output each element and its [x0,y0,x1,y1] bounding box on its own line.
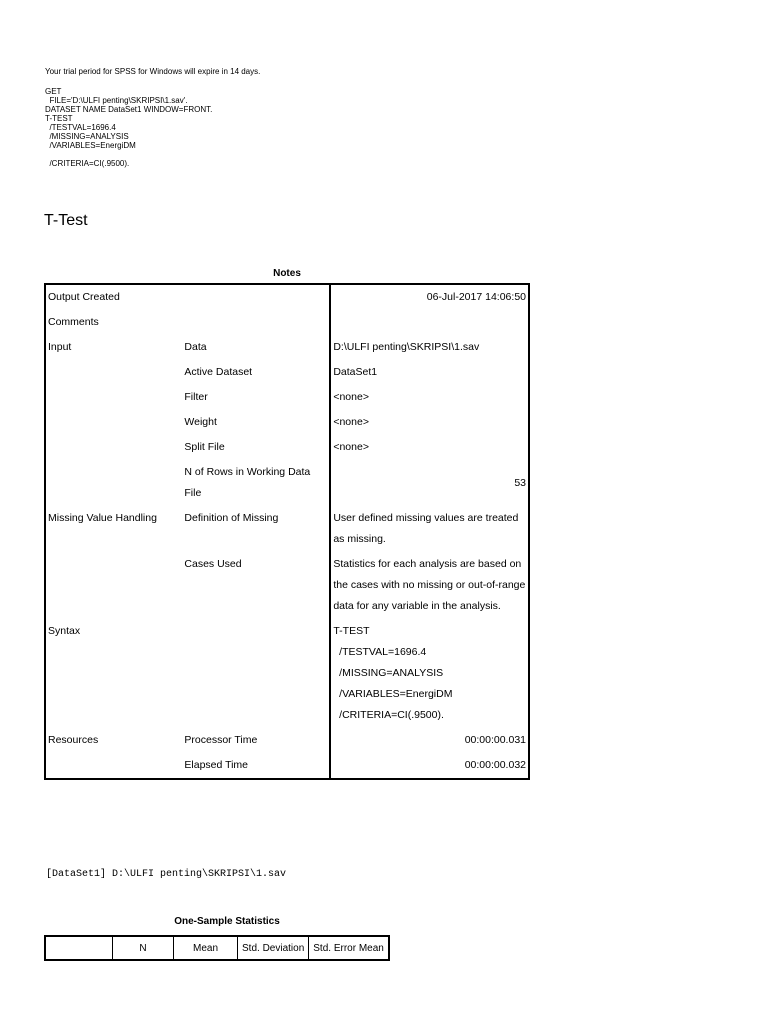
notes-cell-c2 [182,310,330,335]
notes-cell-c2: Cases Used [182,552,330,619]
notes-cell-c2: Data [182,335,330,360]
notes-cell-c2: Weight [182,410,330,435]
dataset-line: [DataSet1] D:\ULFI penting\SKRIPSI\1.sav [46,869,287,880]
notes-cell-c1 [45,385,182,410]
notes-cell-c2: Processor Time [182,728,330,753]
table-row [45,753,529,779]
notes-cell-c2: Filter [182,385,330,410]
notes-cell-c2: Active Dataset [182,360,330,385]
notes-cell-c1: Missing Value Handling [48,512,157,524]
one-sample-statistics-title: One-Sample Statistics [174,916,280,927]
table-row [45,410,529,435]
notes-cell-c3: 00:00:00.032 [464,759,526,771]
notes-cell-c3: <none> [333,416,369,428]
table-row [45,385,529,410]
notes-cell-c2: Split File [182,435,330,460]
table-row [45,506,529,552]
page-title: T-Test [44,212,88,229]
notes-cell-c3: DataSet1 [333,366,378,378]
syntax-log-line: GET [45,87,62,96]
syntax-log [45,87,212,168]
notes-cell-c1 [45,552,182,619]
notes-cell-c3: T-TEST /TESTVAL=1696.4 /MISSING=ANALYSIS /VARIABLES=EnergiDM /CRITERIA=CI(.9500). [333,625,453,721]
syntax-log-line: /TESTVAL=1696.4 [45,123,116,132]
notes-cell-c3: <none> [333,391,369,403]
table-row [45,284,529,310]
notes-cell-c2: Definition of Missing [182,506,330,552]
notes-cell-c2 [182,284,330,310]
notes-cell-c3: Statistics for each analysis are based on the cases with no missing or out-of-range data for any variable in the analysis. [333,558,526,612]
table-row [45,552,529,619]
notes-cell-c2: N of Rows in Working Data File [182,460,330,506]
syntax-log-line: FILE='D:\ULFI penting\SKRIPSI\1.sav'. [45,96,188,105]
syntax-log-line: /VARIABLES=EnergiDM [45,141,136,150]
table-row [45,335,529,360]
notes-cell-c1 [45,753,182,779]
notes-cell-c1 [45,435,182,460]
table-row [45,360,529,385]
stats-header-cell: N [113,936,174,960]
notes-cell-c1: Input [48,341,72,353]
notes-cell-c1: Syntax [48,625,81,637]
syntax-log-line [45,150,212,159]
notes-cell-c1: Resources [48,734,99,746]
notes-cell-c1 [45,360,182,385]
table-row [45,460,529,506]
syntax-log-line: T-TEST [45,114,73,123]
notes-cell-c3: 06-Jul-2017 14:06:50 [426,291,526,303]
notes-cell-c3: D:\ULFI penting\SKRIPSI\1.sav [333,341,480,353]
notes-cell-c1 [45,410,182,435]
syntax-log-line: DATASET NAME DataSet1 WINDOW=FRONT. [45,105,213,114]
notes-cell-c3 [330,310,529,335]
notes-table [44,283,530,780]
table-row [45,310,529,335]
stats-header-cell: Mean [174,936,238,960]
trial-notice: Your trial period for SPSS for Windows will expire in 14 days. [45,67,261,76]
notes-cell-c1: Output Created [48,291,120,303]
table-row [45,728,529,753]
notes-cell-c2 [182,619,330,728]
notes-cell-c3: 00:00:00.031 [464,734,526,746]
table-row [45,619,529,728]
notes-cell-c3: 53 [514,476,526,489]
stats-header-cell: Std. Deviation [238,936,309,960]
notes-cell-c1: Comments [48,316,99,328]
table-row [45,435,529,460]
one-sample-statistics-table [44,935,390,961]
notes-title: Notes [273,268,301,279]
notes-cell-c3: User defined missing values are treated as missing. [333,512,519,545]
notes-cell-c1 [45,460,182,506]
syntax-log-line: /CRITERIA=CI(.9500). [45,159,130,168]
stats-header-cell: Std. Error Mean [309,936,389,960]
notes-cell-c2: Elapsed Time [182,753,330,779]
stats-header-cell [45,936,113,960]
syntax-log-line: /MISSING=ANALYSIS [45,132,129,141]
notes-cell-c3: <none> [333,441,369,453]
